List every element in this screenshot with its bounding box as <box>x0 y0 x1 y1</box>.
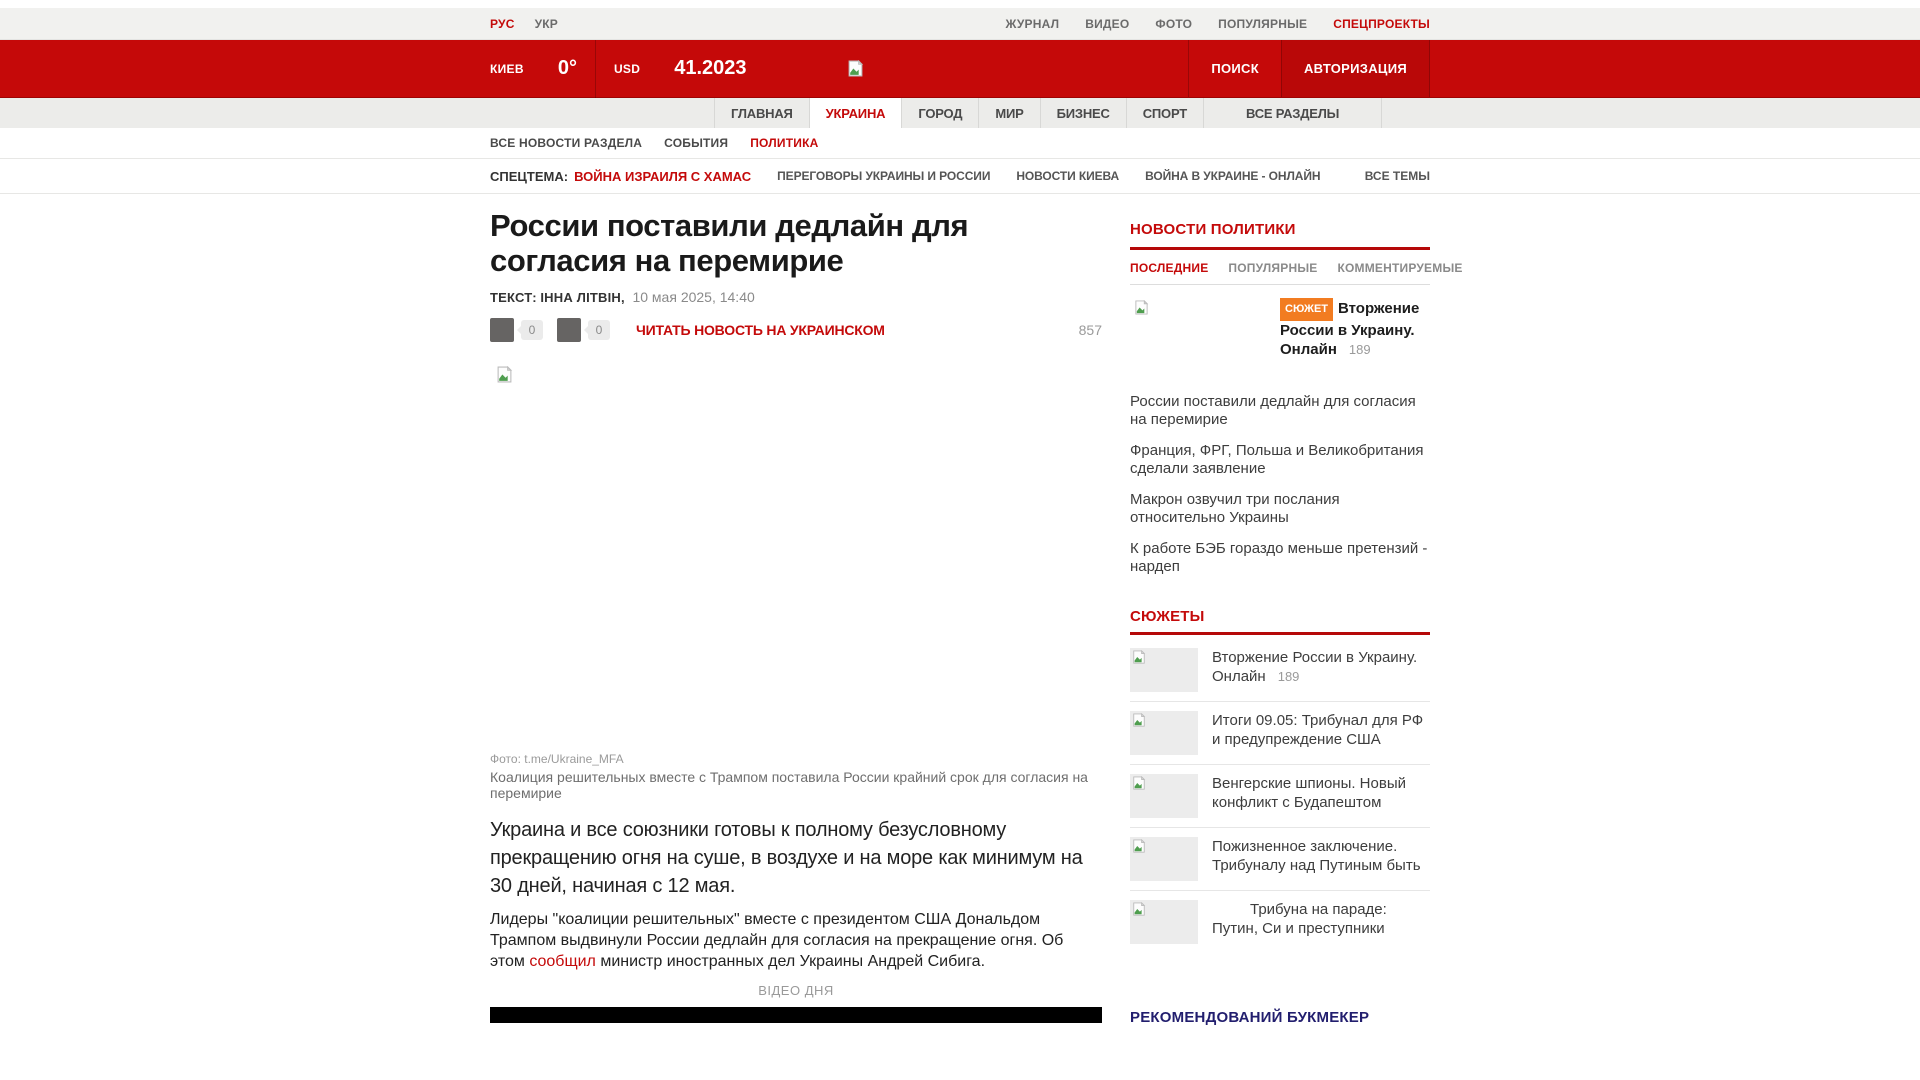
body-inline-link[interactable]: сообщил <box>529 953 596 970</box>
article-title: России поставили дедлайн для согласия на перемирие <box>490 208 969 278</box>
subject-comments-count: 189 <box>1277 669 1300 684</box>
sidebar-featured-item[interactable] <box>1130 298 1430 374</box>
share-widget-1 <box>490 318 543 342</box>
broken-image-icon <box>1132 902 1146 916</box>
subject-badge: СЮЖЕТ <box>1280 298 1333 321</box>
site-header <box>0 40 1920 98</box>
lang-ukr[interactable]: УКР <box>534 16 558 31</box>
section-tabs <box>714 98 1382 128</box>
currency-widget[interactable] <box>614 40 747 97</box>
top-utility-bar <box>0 8 1920 40</box>
special-topics-bar <box>0 159 1920 194</box>
share-button-1[interactable] <box>490 318 514 342</box>
body-text-after: министр иностранных дел Украины Андрей Сибига. <box>595 953 986 970</box>
byline-date: 10 мая 2025, 14:40 <box>632 289 755 305</box>
sidebar-subjects-list <box>1130 639 1430 953</box>
nav-tab-main[interactable]: ГЛАВНАЯ <box>714 98 809 128</box>
byline-author[interactable]: ІННА ЛІТВІН, <box>540 290 625 305</box>
broken-image-icon <box>1134 300 1149 315</box>
headline-link[interactable]: Франция, ФРГ, Польша и Великобритания сделали заявление <box>1130 442 1424 477</box>
sub-navbar <box>0 128 1920 159</box>
subnav-events[interactable]: СОБЫТИЯ <box>664 136 729 150</box>
subject-title <box>1212 648 1430 692</box>
top-menu-popular[interactable]: ПОПУЛЯРНЫЕ <box>1218 16 1308 31</box>
spectema-topic-negotiations[interactable]: ПЕРЕГОВОРЫ УКРАИНЫ И РОССИИ <box>777 169 991 183</box>
sidebar-subjects-title[interactable]: СЮЖЕТЫ <box>1130 608 1205 625</box>
headline-link[interactable]: Макрон озвучил три послания относительно Украины <box>1130 491 1340 526</box>
login-button[interactable] <box>1281 40 1430 97</box>
featured-comments-count: 189 <box>1348 342 1371 357</box>
spectema-label: СПЕЦТЕМА: <box>490 168 569 184</box>
article-image <box>490 360 1102 748</box>
subject-item[interactable] <box>1130 639 1430 702</box>
featured-image <box>1130 298 1265 374</box>
featured-title[interactable] <box>1280 298 1430 374</box>
photo-caption: Коалиция решительных вместе с Трампом поставила России крайний срок для согласия на перемирие <box>490 769 1088 801</box>
article-body <box>490 909 1102 972</box>
subject-thumbnail <box>1130 711 1198 755</box>
language-switcher <box>490 17 558 31</box>
subject-item[interactable] <box>1130 828 1430 891</box>
subnav-all-news[interactable]: ВСЕ НОВОСТИ РАЗДЕЛА <box>490 136 643 150</box>
top-menu-photo[interactable]: ФОТО <box>1155 16 1193 31</box>
subject-item[interactable] <box>1130 765 1430 828</box>
views-count: 857 <box>1078 322 1102 338</box>
sidebar-tab-commented[interactable]: КОММЕНТИРУЕМЫЕ <box>1337 261 1463 275</box>
nav-tab-all-sections[interactable]: ВСЕ РАЗДЕЛЫ <box>1203 98 1382 128</box>
weather-widget[interactable] <box>490 40 577 97</box>
broken-image-icon <box>1132 776 1146 790</box>
featured-title-text: Вторжение России в Украину. Онлайн <box>1280 300 1420 358</box>
search-label: ПОИСК <box>1211 61 1259 76</box>
article-column <box>490 194 1102 1026</box>
site-logo-broken-image-icon[interactable] <box>847 60 864 77</box>
search-button[interactable] <box>1188 40 1281 97</box>
nav-tab-ukraine[interactable]: УКРАИНА <box>809 98 902 128</box>
spectema-all-topics-link[interactable]: ВСЕ ТЕМЫ <box>1364 169 1430 183</box>
top-menu-specprojects[interactable]: СПЕЦПРОЕКТЫ <box>1333 16 1430 31</box>
subject-title: Венгерские шпионы. Новый конфликт с Будапештом <box>1212 775 1406 811</box>
top-menu-video[interactable]: ВИДЕО <box>1085 16 1130 31</box>
article-lead: Украина и все союзники готовы к полному безусловному прекращению огня на суше, в воздухе и на море как минимум на 30 дней, начиная с 12 мая. <box>490 819 1083 897</box>
header-actions <box>1188 40 1430 97</box>
nav-tab-sport[interactable]: СПОРТ <box>1126 98 1203 128</box>
read-in-ukrainian-link[interactable]: ЧИТАТЬ НОВОСТЬ НА УКРАИНСКОМ <box>636 322 885 338</box>
subject-item[interactable] <box>1130 891 1430 953</box>
spectema-topic-war-online[interactable]: ВОЙНА В УКРАИНЕ - ОНЛАЙН <box>1145 169 1321 183</box>
header-divider <box>595 40 596 98</box>
sidebar-rule <box>1130 247 1430 250</box>
weather-city: КИЕВ <box>490 61 524 76</box>
sidebar <box>1130 194 1463 1026</box>
share-count-2: 0 <box>588 320 610 340</box>
subject-title-text: Вторжение России в Украину. Онлайн <box>1212 649 1418 685</box>
body-text-before: Лидеры "коалиции решительных" вместе с президентом США Дональдом Трампом выдвинули России дедлайн для согласия на прекращение огня. Об этом <box>490 911 1064 970</box>
sidebar-rule <box>1130 632 1430 635</box>
article-byline <box>490 289 1102 305</box>
subject-title: Итоги 09.05: Трибунал для РФ и предупреждение США <box>1212 712 1424 748</box>
broken-image-icon <box>1132 839 1146 853</box>
subject-thumbnail <box>1130 837 1198 881</box>
section-navbar <box>0 98 1920 128</box>
nav-tab-business[interactable]: БИЗНЕС <box>1040 98 1126 128</box>
sidebar-news-title[interactable]: НОВОСТИ ПОЛИТИКИ <box>1130 221 1296 238</box>
spectema-featured-link[interactable]: ВОЙНА ИЗРАИЛЯ С ХАМАС <box>574 168 752 184</box>
share-widget-2 <box>557 318 610 342</box>
subject-thumbnail <box>1130 900 1198 944</box>
subject-title: Трибуна на параде: Путин, Си и преступники <box>1212 901 1387 937</box>
top-menu <box>1006 17 1431 31</box>
spectema-topic-kyiv-news[interactable]: НОВОСТИ КИЕВА <box>1016 169 1120 183</box>
broken-image-icon <box>496 366 513 383</box>
broken-image-icon <box>1132 713 1146 727</box>
video-of-day-label: ВІДЕО ДНЯ <box>758 983 834 998</box>
subnav-politics[interactable]: ПОЛИТИКА <box>750 136 819 150</box>
weather-temperature: 0° <box>557 57 577 79</box>
headline-link[interactable]: К работе БЭБ гораздо меньше претензий - нардеп <box>1130 540 1428 575</box>
lang-rus[interactable]: РУС <box>490 16 515 31</box>
photo-credit: Фото: t.me/Ukraine_MFA <box>490 752 624 766</box>
subject-thumbnail <box>1130 774 1198 818</box>
broken-image-icon <box>1132 650 1146 664</box>
top-menu-journal[interactable]: ЖУРНАЛ <box>1005 16 1060 31</box>
subject-thumbnail <box>1130 648 1198 692</box>
subject-item[interactable] <box>1130 702 1430 765</box>
share-button-2[interactable] <box>557 318 581 342</box>
share-count-1: 0 <box>521 320 543 340</box>
subject-title: Пожизненное заключение. Трибуналу над Путиным быть <box>1212 838 1421 874</box>
currency-code: USD <box>613 61 641 76</box>
headline-link[interactable]: России поставили дедлайн для согласия на перемирие <box>1130 393 1416 428</box>
nav-tab-world[interactable]: МИР <box>978 98 1039 128</box>
recommended-bookmaker-title[interactable]: РЕКОМЕНДОВАНИЙ БУКМЕКЕР <box>1130 1009 1370 1026</box>
share-row <box>490 318 1102 342</box>
sidebar-headlines <box>1130 393 1430 576</box>
currency-rate: 41.2023 <box>674 57 747 79</box>
sidebar-tabs <box>1130 261 1463 285</box>
byline-label: ТЕКСТ: <box>490 290 537 305</box>
sidebar-tab-latest[interactable]: ПОСЛЕДНИЕ <box>1130 261 1209 275</box>
sidebar-tab-popular[interactable]: ПОПУЛЯРНЫЕ <box>1228 261 1318 275</box>
video-player[interactable] <box>490 1007 1102 1023</box>
login-label: АВТОРИЗАЦИЯ <box>1303 61 1407 76</box>
nav-tab-city[interactable]: ГОРОД <box>901 98 978 128</box>
